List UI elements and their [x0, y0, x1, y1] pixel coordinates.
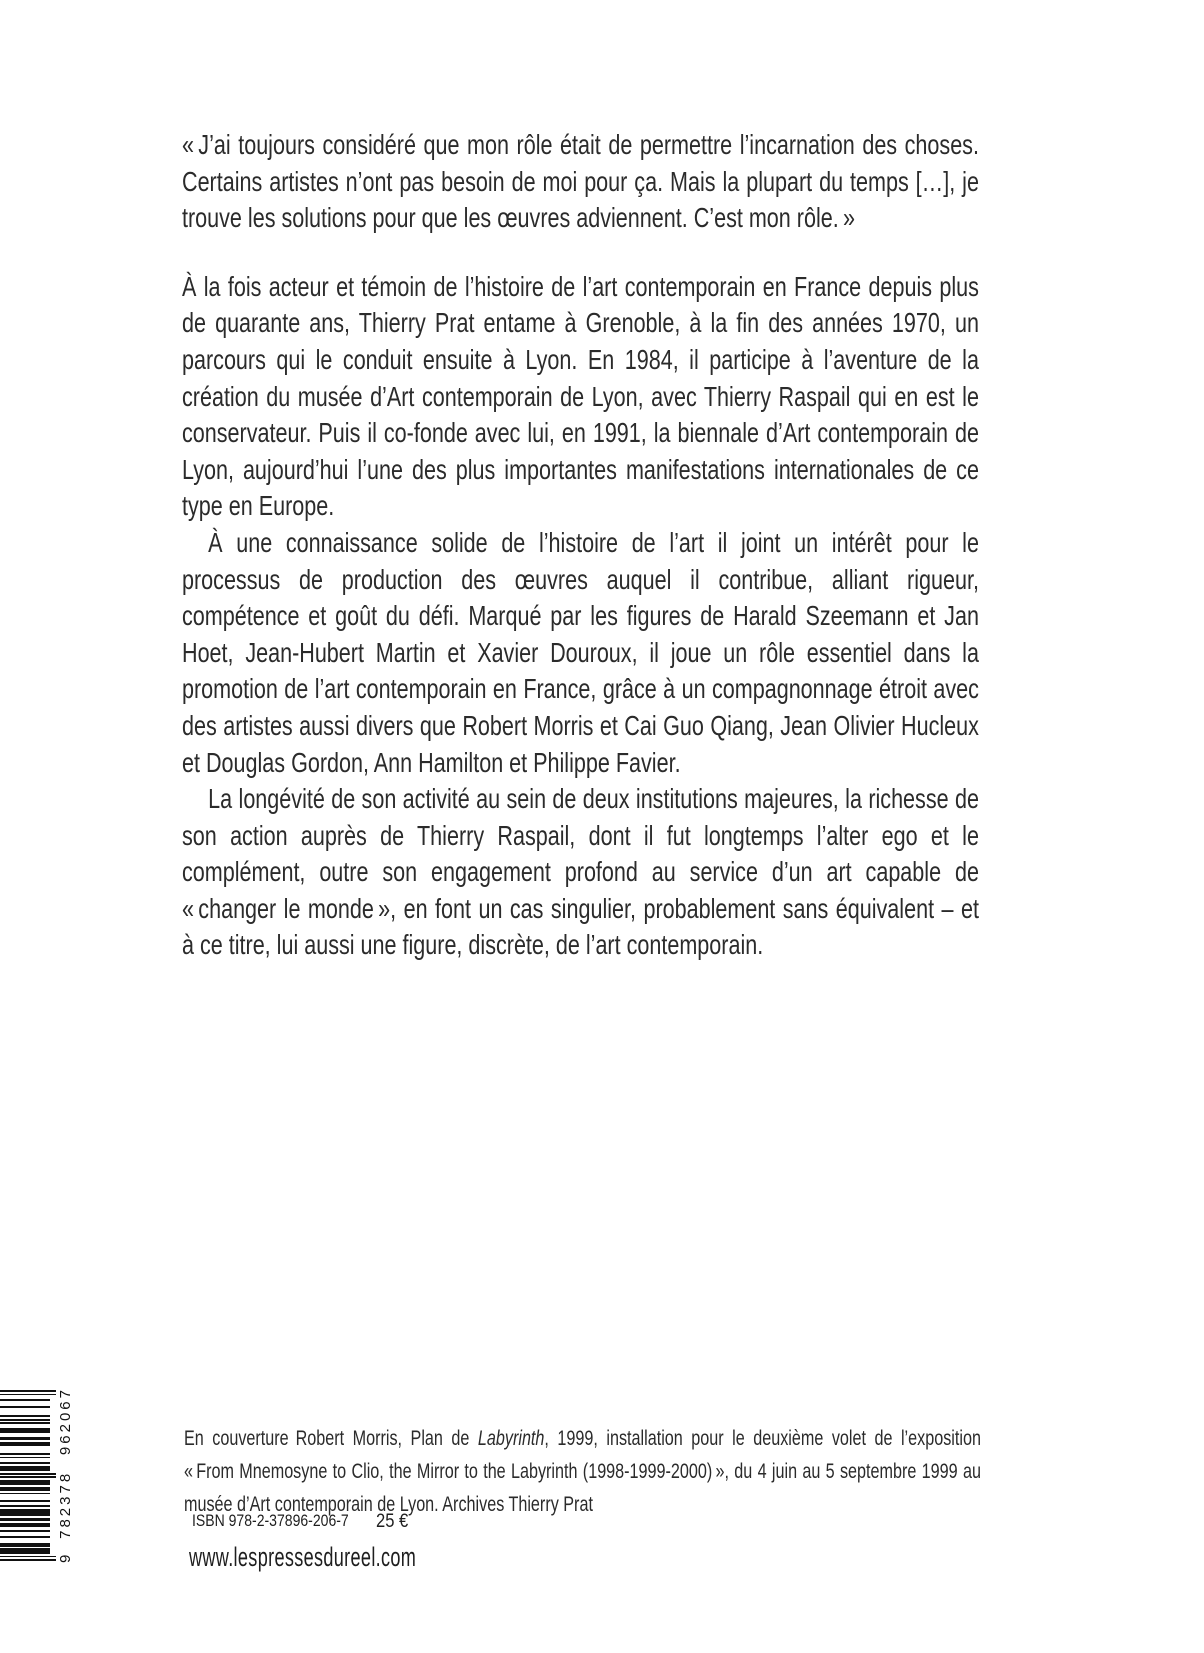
- cover-credit-label: En couverture: [184, 1427, 289, 1450]
- bio-paragraph-3: La longévité de son activité au sein de deux institutions majeures, la richesse de son action auprès de Thierry Raspail, dont il fut longtemps l’alter ego et le complément, outre son engagement profond au service d’un art capable de « changer le monde », en font un cas singulier, probablement sans équivalent – et à ce titre, lui aussi une figure, discrète, de l’art contemporain.: [182, 783, 979, 961]
- barcode-digit-group: 962067: [57, 1387, 74, 1456]
- cover-credit-caption: [184, 1422, 981, 1521]
- cover-credit-text-continued: , 1999, installation pour le deuxième volet de l’exposition « From Mnemosyne to Clio, the Mirror to the Labyrinth (1998-1999-2000) », du 4 juin au 5 septembre 1999 au musée d’Art contemporain de Lyon. Archives Thierry Prat: [184, 1427, 981, 1516]
- publisher-website-text: www.lespressesdureel.com: [189, 1542, 417, 1572]
- barcode-digits: [56, 1387, 74, 1563]
- cover-credit-text: Robert Morris, Plan de: [295, 1427, 478, 1450]
- barcode-digit-group: 782378: [57, 1470, 74, 1539]
- bio-paragraph-2: À une connaissance solide de l’histoire de l’art il joint un intérêt pour le processus de production des œuvres auquel il contribue, alliant rigueur, compétence et goût du défi. Marqué par les figures de Harald Szeemann et Jan Hoet, Jean-Hubert Martin et Xavier Douroux, il joue un rôle essentiel dans la promotion de l’art contemporain en France, grâce à un compagnonnage étroit avec des artistes aussi divers que Robert Morris et Cai Guo Qiang, Jean Olivier Hucleux et Douglas Gordon, Ann Hamilton et Philippe Favier.: [182, 526, 979, 778]
- barcode-digit-group: 9: [57, 1554, 74, 1563]
- barcode-bars: [0, 1385, 56, 1565]
- bio-paragraph-1: À la fois acteur et témoin de l’histoire de l’art contemporain en France depuis plus de quarante ans, Thierry Prat entame à Grenoble, à la fin des années 1970, un parcours qui le conduit ensuite à Lyon. En 1984, il participe à l’aventure de la création du musée d’Art contemporain de Lyon, avec Thierry Raspail qui en est le conservateur. Puis il co-fonde avec lui, en 1991, la biennale d’Art contemporain de Lyon, aujourd’hui l’une des plus importantes manifestations internationales de ce type en Europe.: [182, 270, 979, 522]
- isbn-text: ISBN 978-2-37896-206-7: [192, 1512, 349, 1530]
- back-cover-text-block: [182, 127, 979, 964]
- ean13-barcode: [0, 1385, 74, 1565]
- artwork-title: Labyrinth: [477, 1427, 545, 1450]
- price-text: 25 €: [376, 1510, 409, 1532]
- quote-paragraph: « J’ai toujours considéré que mon rôle était de permettre l’incarnation des choses. Certains artistes n’ont pas besoin de moi pour ça. Mais la plupart du temps […], je trouve les solutions pour que les œuvres adviennent. C’est mon rôle. »: [182, 129, 979, 234]
